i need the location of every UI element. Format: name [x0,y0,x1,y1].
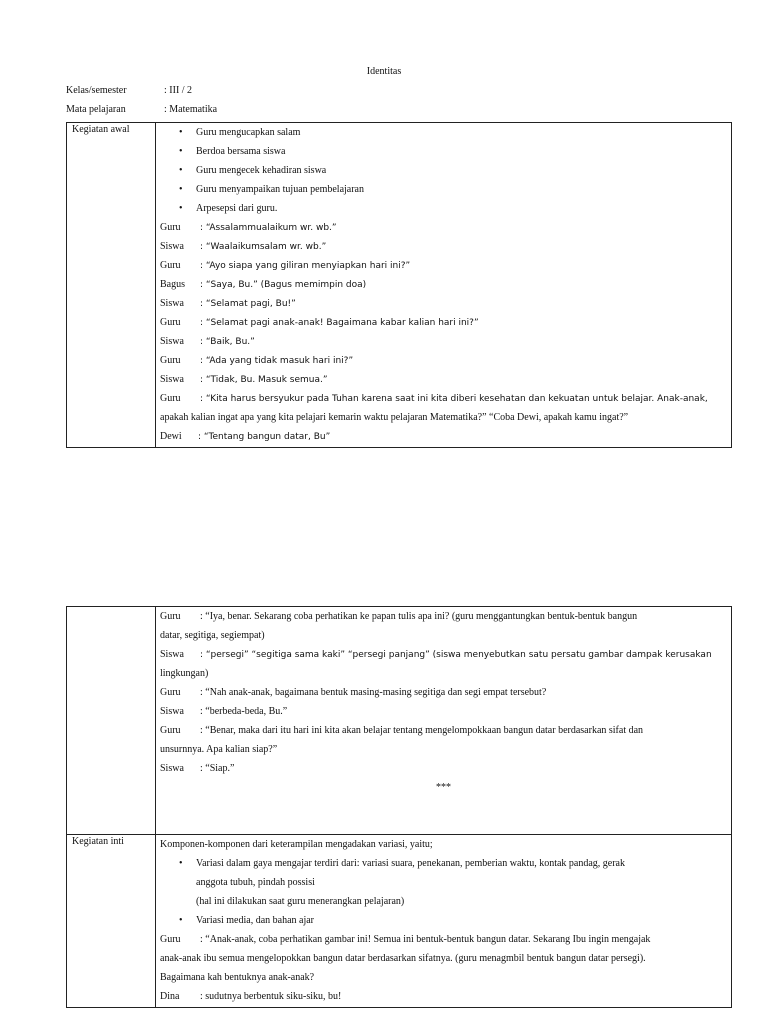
speaker: Guru [160,725,181,736]
dialogue-text: : “Ayo siapa yang giliran menyiapkan hari ini?” [200,261,411,271]
dialogue-text: anak-anak ibu semua mengelopokkan bangun datar berdasarkan sifatnya. (guru menagmbil bentuk bangun datar persegi). [160,953,646,964]
speaker: Dewi [160,431,182,442]
paragraph-line [160,835,727,854]
dialogue-text: apakah kalian ingat apa yang kita pelajari kemarin waktu pelajaran Matematika?” “Coba Dewi, apakah kamu ingat?” [160,412,629,423]
dialogue-text: : “Selamat pagi, Bu!” [200,299,296,309]
dialogue-text: : “Saya, Bu.” (Bagus memimpin doa) [200,280,367,290]
dialogue-continuation [160,968,727,987]
section-label: Kegiatan inti [72,836,124,847]
meta-label: Kelas/semester [66,85,127,96]
speaker: Guru [160,317,181,328]
paragraph-text: Komponen-komponen dari keterampilan mengadakan variasi, yaitu; [160,839,433,850]
activity-table-core [66,606,732,1008]
dialogue-text: : “Tidak, Bu. Masuk semua.” [200,375,328,385]
meta-label: Mata pelajaran [66,104,126,115]
table-content-cell [156,607,732,835]
dialogue-continuation [160,949,727,968]
speaker: Siswa [160,706,184,717]
list-item [160,199,727,218]
activity-table-opening [66,122,732,448]
list-item [160,180,727,199]
dialogue-continuation [160,740,727,759]
meta-class-semester [66,85,192,96]
speaker: Siswa [160,336,184,347]
section-separator: *** [436,782,451,793]
bullet-text: Guru menyampaikan tujuan pembelajaran [196,184,364,195]
dialogue-line [160,313,727,332]
dialogue-text: : sudutnya berbentuk siku-siku, bu! [200,991,342,1002]
dialogue-line [160,218,727,237]
dialogue-continuation [160,626,727,645]
table-left-cell [67,835,156,1008]
speaker: Siswa [160,298,184,309]
table-content-cell [156,835,732,1008]
speaker: Siswa [160,649,184,660]
dialogue-text: : “Ada yang tidak masuk hari ini?” [200,356,354,366]
list-item [160,142,727,161]
dialogue-line [160,256,727,275]
dialogue-continuation [160,664,727,683]
speaker: Bagus [160,279,185,290]
list-item [160,911,727,930]
dialogue-text: datar, segitiga, segiempat) [160,630,265,641]
speaker: Guru [160,611,181,622]
speaker: Siswa [160,241,184,252]
meta-value: : Matematika [164,104,218,115]
dialogue-text: : “persegi” “segitiga sama kaki” “persegi panjang” (siswa menyebutkan satu persatu gambar dampak kerusakan [200,650,712,660]
list-item [160,161,727,180]
speaker: Guru [160,222,181,233]
table-content-cell [156,123,732,448]
speaker: Guru [160,934,181,945]
speaker: Guru [160,687,181,698]
dialogue-continuation [160,408,727,427]
dialogue-line [160,370,727,389]
bullet-text: (hal ini dilakukan saat guru menerangkan pelajaran) [196,896,405,907]
meta-subject [66,104,217,115]
dialogue-text: : “Baik, Bu.” [200,337,255,347]
dialogue-text: : “Benar, maka dari itu hari ini kita akan belajar tentang mengelompokkaan bangun datar berdasarkan sifat dan [200,725,644,736]
dialogue-text: : “Kita harus bersyukur pada Tuhan karena saat ini kita diberi kesehatan dan kekuatan untuk belajar. Anak-anak, [200,394,708,404]
dialogue-text: Bagaimana kah bentuknya anak-anak? [160,972,315,983]
dialogue-line [160,294,727,313]
bullet-text: anggota tubuh, pindah possisi [196,877,315,888]
dialogue-line [160,930,727,949]
dialogue-line [160,987,727,1006]
dialogue-line [160,702,727,721]
dialogue-text: : “Tentang bangun datar, Bu” [198,432,331,442]
dialogue-line [160,607,727,626]
dialogue-line [160,351,727,370]
speaker: Dina [160,991,180,1002]
dialogue-text: : “Nah anak-anak, bagaimana bentuk masing-masing segitiga dan segi empat tersebut? [200,687,547,698]
dialogue-text: lingkungan) [160,668,209,679]
bullet-text: Variasi media, dan bahan ajar [196,915,315,926]
table-left-cell [67,607,156,835]
table-left-cell [67,123,156,448]
bullet-text: Berdoa bersama siswa [196,146,286,157]
speaker: Siswa [160,374,184,385]
list-item-note [160,892,727,911]
dialogue-line [160,389,727,408]
dialogue-line [160,427,727,446]
dialogue-line [160,275,727,294]
bullet-text: Variasi dalam gaya mengajar terdiri dari: variasi suara, penekanan, pemberian waktu, kontak pandag, gerak [196,858,625,869]
dialogue-text: : “berbeda-beda, Bu.” [200,706,288,717]
dialogue-text: : “Selamat pagi anak-anak! Bagaimana kabar kalian hari ini?” [200,318,479,328]
dialogue-text: : “Iya, benar. Sekarang coba perhatikan ke papan tulis apa ini? (guru menggantungkan bentuk-bentuk bangun [200,611,638,622]
page-title: Identitas [366,66,402,77]
dialogue-line [160,721,727,740]
dialogue-text: : “Assalammualaikum wr. wb.” [200,223,337,233]
list-item [160,854,727,873]
bullet-text: Guru mengecek kehadiran siswa [196,165,327,176]
speaker: Guru [160,355,181,366]
speaker: Guru [160,393,181,404]
list-item-continuation [160,873,727,892]
dialogue-line [160,237,727,256]
bullet-text: Guru mengucapkan salam [196,127,301,138]
section-label: Kegiatan awal [72,124,130,135]
dialogue-text: : “Anak-anak, coba perhatikan gambar ini! Semua ini bentuk-bentuk bangun datar. Sekarang Ibu ingin mengajak [200,934,651,945]
dialogue-text: : “Waalaikumsalam wr. wb.” [200,242,327,252]
dialogue-line [160,645,727,664]
bullet-text: Arpesepsi dari guru. [196,203,278,214]
dialogue-text: : “Siap.” [200,763,235,774]
meta-value: : III / 2 [164,85,193,96]
dialogue-text: unsurnnya. Apa kalian siap?” [160,744,278,755]
dialogue-line [160,332,727,351]
list-item [160,123,727,142]
dialogue-line [160,683,727,702]
speaker: Guru [160,260,181,271]
dialogue-line [160,759,727,778]
speaker: Siswa [160,763,184,774]
